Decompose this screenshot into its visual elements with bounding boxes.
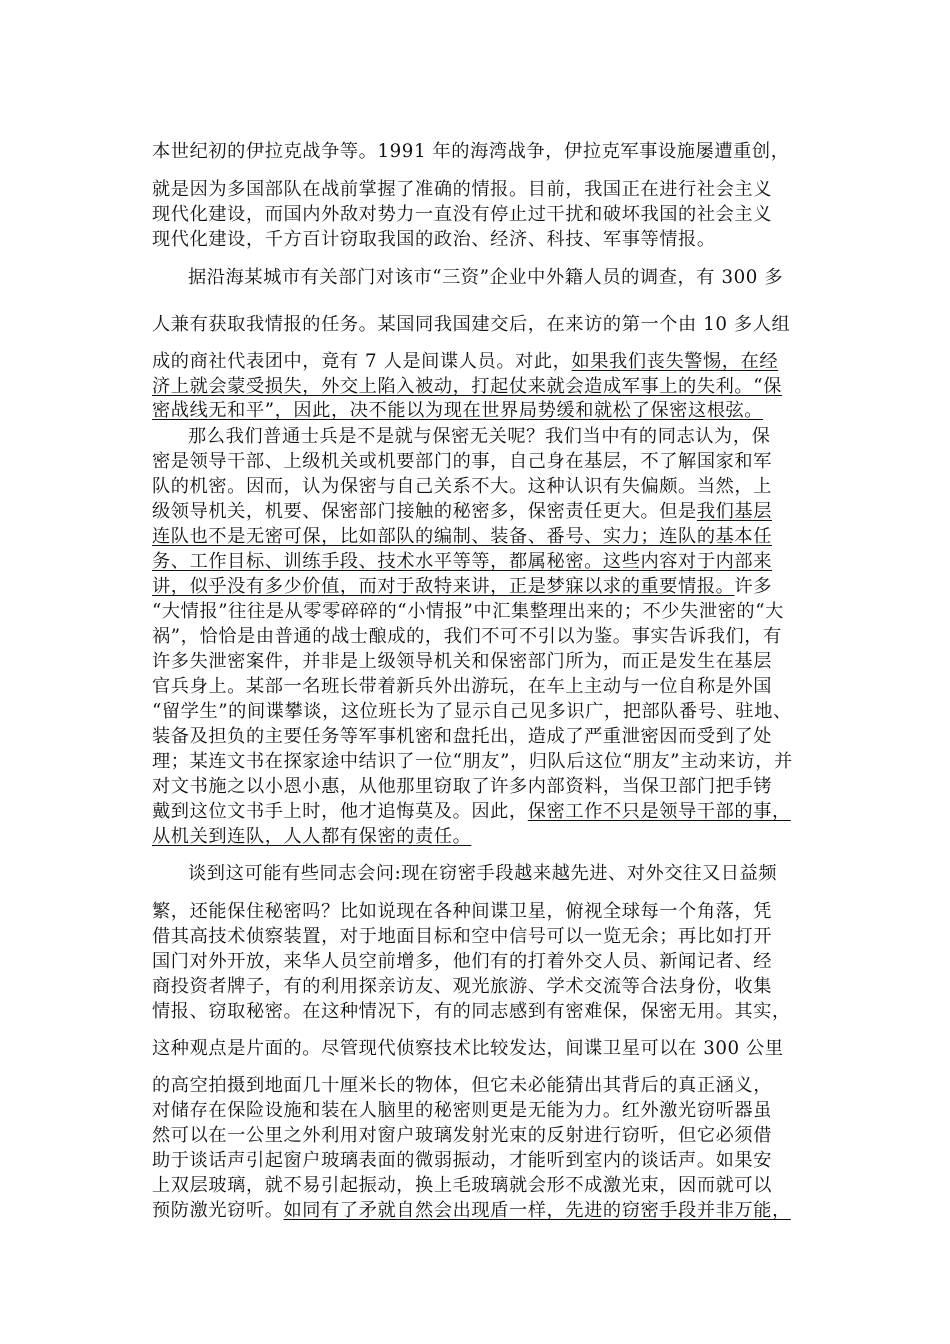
text-line [152,525,802,551]
text-line: 那么我们普通士兵是不是就与保密无关呢？我们当中有的同志认为，保 [188,426,771,447]
text-line: 对储存在保险设施和装在人脑里的秘密则更是无能为力。红外激光窃听器虽 [152,1100,772,1121]
underlined-text: 如果我们丧失警惕，在经 [571,351,779,372]
text-line: 本世纪初的伊拉克战争等。1991 年的海湾战争，伊拉克军事设施屡遭重创， [152,141,790,162]
underlined-text: 连队也不是无密可保，比如部队的编制、装备、番号、实力；连队的基本任 [152,526,772,547]
text-line: 理；某连文书在探家途中结识了一位“朋友”，归队后这位“朋友”主动来访，并 [152,751,793,772]
text-line [152,399,802,425]
text-line: 预防激光窃听。如同有了矛就自然会出现盾一样，先进的窃密手段并非万能， [152,1200,791,1221]
text-line: 密是领导干部、上级机关或机要部门的事，自己身在基层，不了解国家和军 [152,451,772,472]
underlined-text: 从机关到连队，人人都有保密的责任。 [152,826,472,847]
underlined-text: 务、工作目标、训练手段、技术水平等等，都属秘密。这些内容对于内部来 [152,551,772,572]
text-line: 的高空拍摄到地面几十厘米长的物体，但它未必能猜出其背后的真正涵义， [152,1075,772,1096]
text-line: 现代化建设，而国内外敌对势力一直没有停止过干扰和破坏我国的社会主义 [152,204,772,225]
text-line: 借其高技术侦察装置，对于地面目标和空中信号可以一览无余；再比如打开 [152,926,772,947]
text-line: 队的机密。因而，认为保密与自己关系不大。这种认识有失偏颇。当然，上 [152,476,772,497]
text-line: 人兼有获取我情报的任务。某国同我国建交后，在来访的第一个由 10 多人组 [152,314,791,335]
text-line: 国门对外开放，来华人员空前增多，他们有的打着外交人员、新闻记者、经 [152,951,772,972]
text-line: 然可以在一公里之外利用对窗户玻璃发射光束的反射进行窃听，但它必须借 [152,1125,772,1146]
text-line: 讲，似乎没有多少价值，而对于敌特来讲，正是梦寐以求的重要情报。许多 [152,576,772,597]
text-line: 这种观点是片面的。尽管现代侦察技术比较发达，间谍卫星可以在 300 公里 [152,1038,784,1059]
text-line: 许多失泄密案件，并非是上级领导机关和保密部门所为，而正是发生在基层 [152,651,772,672]
text-line: 繁，还能保住秘密吗？比如说现在各种间谍卫星，俯视全球每一个角落，凭 [152,901,772,922]
text-line: 成的商社代表团中，竟有 7 人是间谍人员。对此，如果我们丧失警惕，在经 [152,351,779,372]
text-line [152,550,802,576]
text-line: 官兵身上。某部一名班长带着新兵外出游玩，在车上主动与一位自称是外国 [152,676,772,697]
text-line [152,825,802,851]
text-line: 商投资者牌子，有的利用探亲访友、观光旅游、学术交流等合法身份，收集 [152,976,772,997]
text-line: 据沿海某城市有关部门对该市“三资”企业中外籍人员的调查，有 300 多 [188,267,784,288]
text-line: 助于谈话声引起窗户玻璃表面的微弱振动，才能听到室内的谈话声。如果安 [152,1150,772,1171]
text-line: 戴到这位文书手上时，他才追悔莫及。因此，保密工作不只是领导干部的事， [152,801,791,822]
text-line: 现代化建设，千方百计窃取我国的政治、经济、科技、军事等情报。 [152,229,716,250]
underlined-text: 讲，似乎没有多少价值，而对于敌特来讲，正是梦寐以求的重要情报。 [152,576,735,597]
text-line: 上双层玻璃，就不易引起振动，换上毛玻璃就会形不成激光束，因而就可以 [152,1175,772,1196]
text-line: 祸”，恰恰是由普通的战士酿成的，我们不可不引以为鉴。事实告诉我们，有 [152,626,782,647]
text-line: 级领导机关，机要、保密部门接触的秘密多，保密责任更大。但是我们基层 [152,501,772,522]
text-line [152,375,802,401]
text-line: “大情报”往往是从零零碎碎的“小情报”中汇集整理出来的；不少失泄密的“大 [152,601,784,622]
text-line: 情报、窃取秘密。在这种情况下，有的同志感到有密难保，保密无用。其实， [152,1001,791,1022]
underlined-text: 如同有了矛就自然会出现盾一样，先进的窃密手段并非万能， [283,1200,791,1221]
text-line: 装备及担负的主要任务等军事机密和盘托出，造成了严重泄密因而受到了处 [152,726,772,747]
text-line: 就是因为多国部队在战前掌握了准确的情报。目前，我国正在进行社会主义 [152,179,772,200]
underlined-text: 我们基层 [696,501,772,522]
text-line: 对文书施之以小恩小惠，从他那里窃取了许多内部资料，当保卫部门把手铐 [152,776,772,797]
text-line: “留学生”的间谍攀谈，这位班长为了显示自己见多识广，把部队番号、驻地、 [152,701,792,722]
underlined-text: 济上就会蒙受损失，外交上陷入被动，打起仗来就会造成军事上的失利。“保 [152,376,782,397]
underlined-text: 密战线无和平”，因此，决不能以为现在世界局势缓和就松了保密这根弦。 [152,400,764,421]
text-line: 谈到这可能有些同志会问:现在窃密手段越来越先进、对外交往又日益频 [188,863,778,884]
underlined-text: 保密工作不只是领导干部的事， [527,801,791,822]
